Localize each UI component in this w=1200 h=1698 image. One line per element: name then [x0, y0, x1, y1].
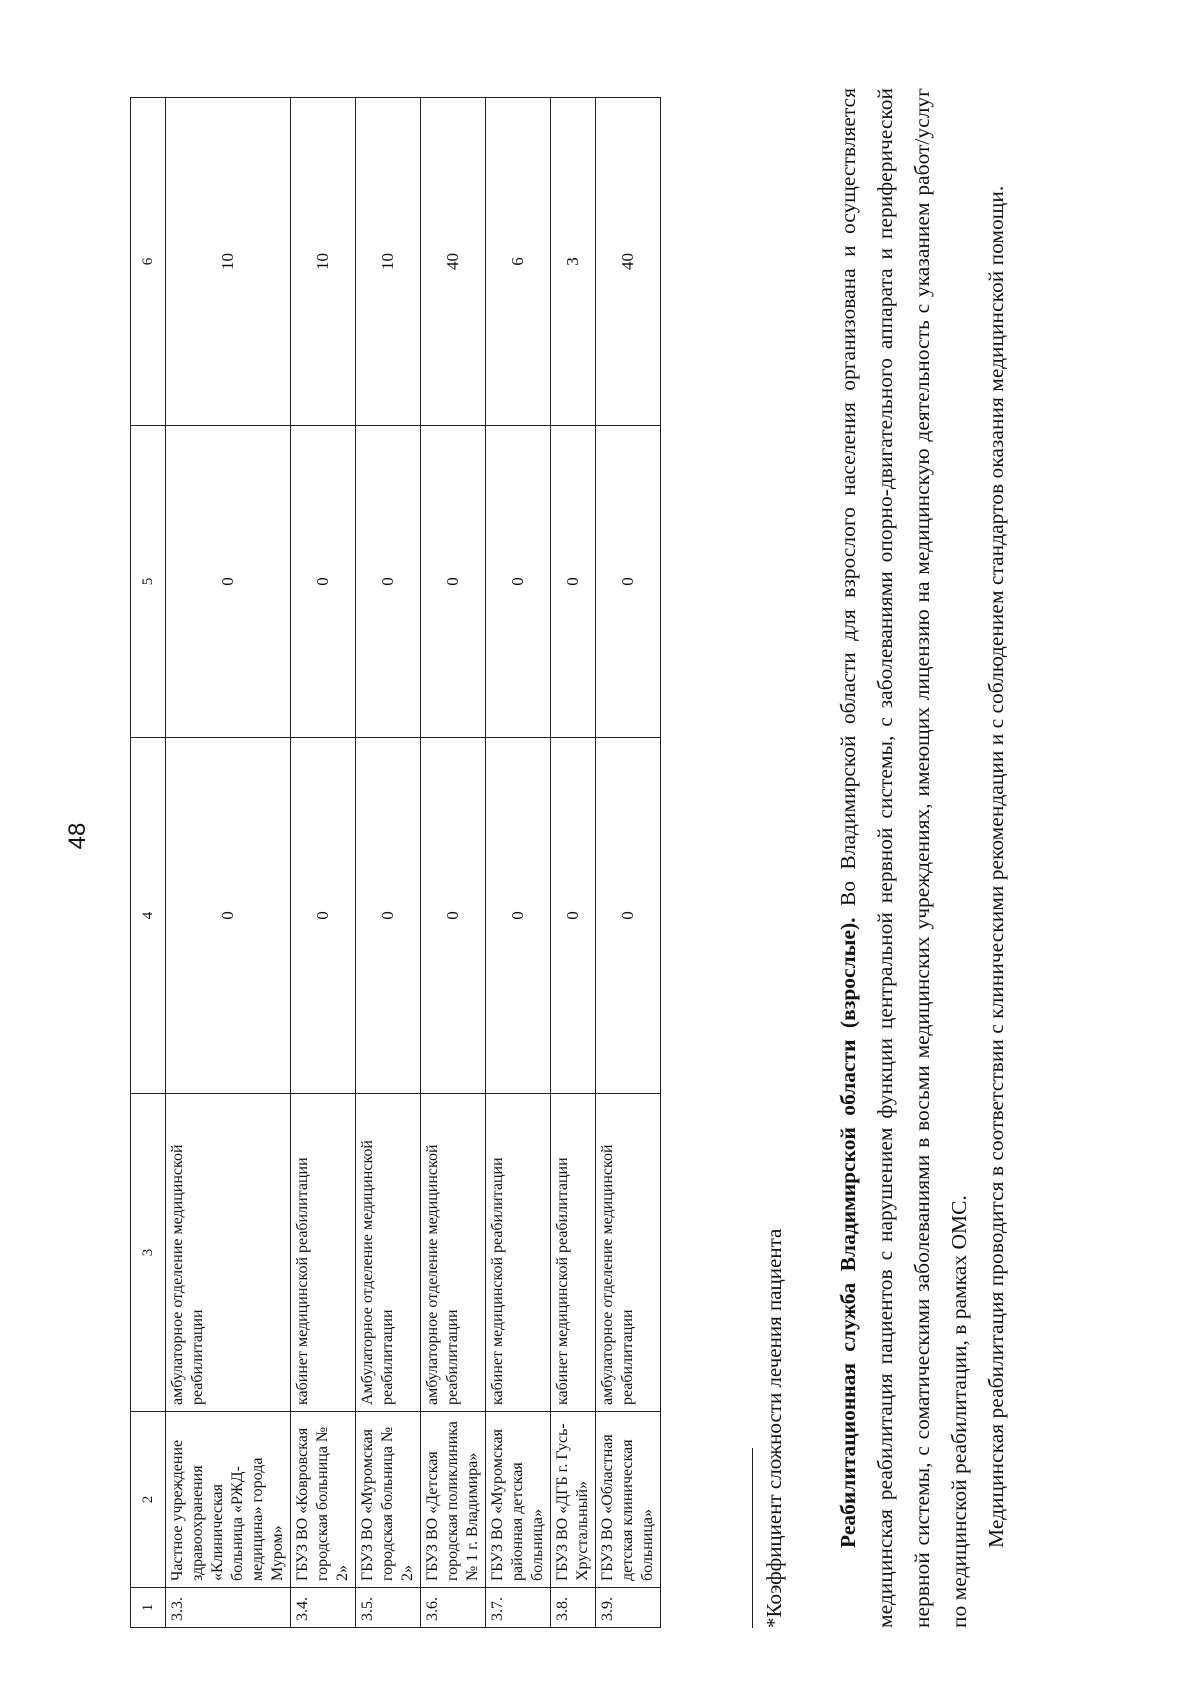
value-cell: 0 — [486, 738, 551, 1094]
header-cell: 2 — [131, 1412, 166, 1588]
paragraph-rehab-service — [830, 88, 978, 1628]
organization-cell: ГБУЗ ВО «Детская городская поликлиника № 1 г. Владимира» — [421, 1412, 486, 1588]
table-row — [356, 98, 421, 1628]
row-number-cell: 3.9. — [596, 1588, 661, 1628]
table-row — [291, 98, 356, 1628]
value-cell: 0 — [421, 426, 486, 738]
table-header-row — [131, 98, 166, 1628]
unit-cell: кабинет медицинской реабилитации — [291, 1094, 356, 1412]
organization-cell: ГБУЗ ВО «Муромская районная детская больница» — [486, 1412, 551, 1588]
unit-cell: амбулаторное отделение медицинской реабилитации — [421, 1094, 486, 1412]
row-number-cell: 3.3. — [166, 1588, 291, 1628]
value-cell: 0 — [596, 738, 661, 1094]
value-cell: 40 — [421, 98, 486, 426]
unit-cell: кабинет медицинской реабилитации — [551, 1094, 596, 1412]
paragraph-heading: Реабилитационная служба Владимирской области (взрослые). — [836, 917, 860, 1548]
value-cell: 0 — [551, 738, 596, 1094]
value-cell: 0 — [166, 426, 291, 738]
organization-cell: ГБУЗ ВО «Областная детская клиническая больница» — [596, 1412, 661, 1588]
value-cell: 10 — [291, 98, 356, 426]
organization-cell: ГБУЗ ВО «Муромская городская больница № 2» — [356, 1412, 421, 1588]
row-number-cell: 3.8. — [551, 1588, 596, 1628]
value-cell: 0 — [291, 426, 356, 738]
footnote: *Коэффициент сложности лечения пациента — [762, 1228, 786, 1628]
table-row — [421, 98, 486, 1628]
rotated-page-content — [130, 68, 1070, 1628]
page-number: 48 — [64, 822, 91, 850]
unit-cell: амбулаторное отделение медицинской реабилитации — [166, 1094, 291, 1412]
paragraph-text: Во Владимирской области для взрослого населения организована и осуществляется медицинская реабилитация пациентов с нарушением функции центральной нервной системы, с заболеваниями опорно-двигательного аппарата и периферической нервной системы, с соматическими заболеваниями в восьми медицинских учреждениях, имеющих лицензию на медицинскую деятельность с указанием работ/услуг по медицинской реабилитации, в рамках ОМС. — [836, 88, 971, 1628]
row-number-cell: 3.4. — [291, 1588, 356, 1628]
value-cell: 10 — [166, 98, 291, 426]
body-text — [830, 88, 1015, 1628]
value-cell: 0 — [356, 426, 421, 738]
row-number-cell: 3.5. — [356, 1588, 421, 1628]
table-row — [486, 98, 551, 1628]
value-cell: 6 — [486, 98, 551, 426]
facilities-table — [130, 97, 661, 1628]
value-cell: 0 — [551, 426, 596, 738]
header-cell: 6 — [131, 98, 166, 426]
value-cell: 0 — [166, 738, 291, 1094]
value-cell: 0 — [486, 426, 551, 738]
unit-cell: амбулаторное отделение медицинской реабилитации — [596, 1094, 661, 1412]
row-number-cell: 3.6. — [421, 1588, 486, 1628]
table-row — [166, 98, 291, 1628]
value-cell: 0 — [291, 738, 356, 1094]
table-row — [596, 98, 661, 1628]
unit-cell: Амбулаторное отделение медицинской реабилитации — [356, 1094, 421, 1412]
value-cell: 0 — [596, 426, 661, 738]
value-cell: 10 — [356, 98, 421, 426]
header-cell: 5 — [131, 426, 166, 738]
value-cell: 0 — [421, 738, 486, 1094]
unit-cell: кабинет медицинской реабилитации — [486, 1094, 551, 1412]
organization-cell: Частное учреждение здравоохранения «Клиническая больница «РЖД-медицина» города Муром» — [166, 1412, 291, 1588]
row-number-cell: 3.7. — [486, 1588, 551, 1628]
header-cell: 3 — [131, 1094, 166, 1412]
value-cell: 3 — [551, 98, 596, 426]
value-cell: 0 — [356, 738, 421, 1094]
header-cell: 1 — [131, 1588, 166, 1628]
table-body — [131, 98, 661, 1628]
table-row — [551, 98, 596, 1628]
organization-cell: ГБУЗ ВО «ДГБ г. Гусь-Хрустальный» — [551, 1412, 596, 1588]
paragraph-standards: Медицинская реабилитация проводится в соответствии с клиническими рекомендации и с соблюдением стандартов оказания медицинской помощи. — [984, 185, 1008, 1548]
value-cell: 40 — [596, 98, 661, 426]
organization-cell: ГБУЗ ВО «Ковровская городская больница № 2» — [291, 1412, 356, 1588]
footnote-divider — [752, 1448, 753, 1628]
header-cell: 4 — [131, 738, 166, 1094]
